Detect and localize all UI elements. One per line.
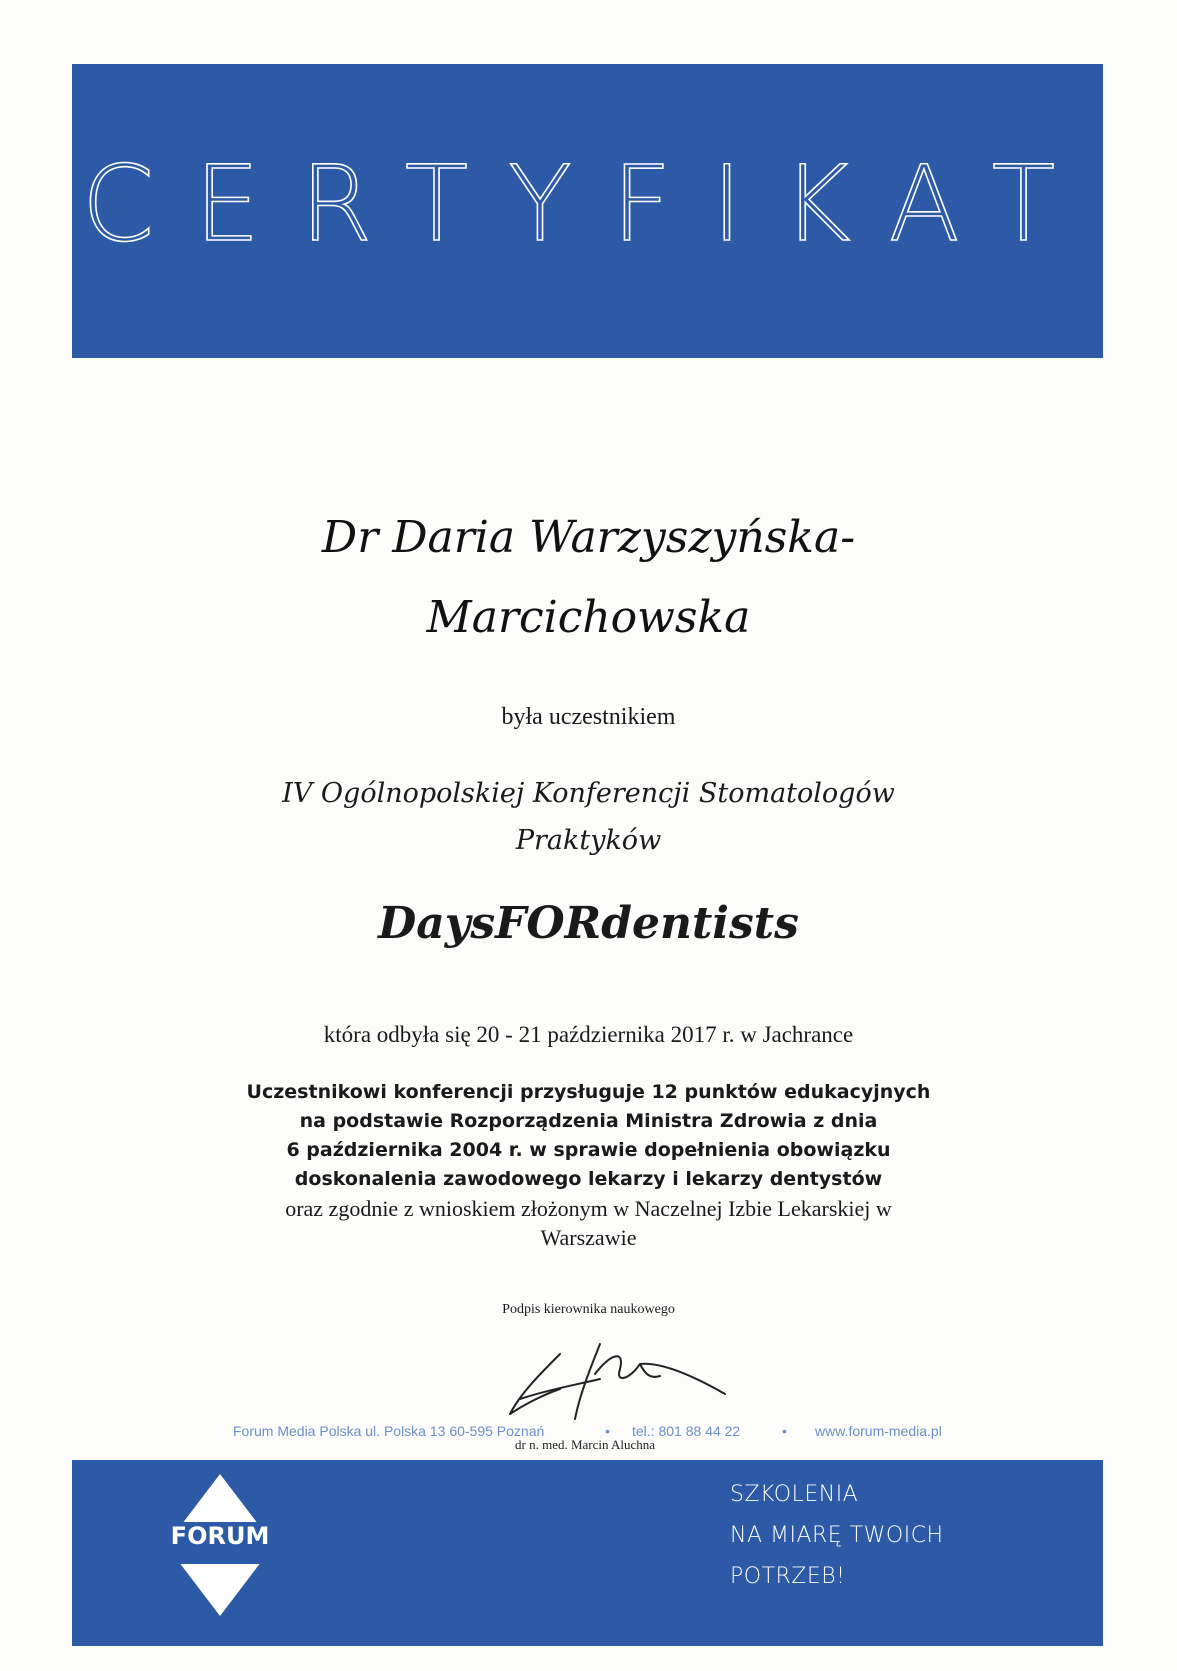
conference-title [0, 770, 1177, 864]
points-line: Uczestnikowi konferencji przysługuje 12 punktów edukacyjnych [246, 1081, 931, 1103]
forum-logo-text: FORUM [170, 1522, 270, 1550]
conference-title-line1: IV Ogólnopolskiej Konferencji Stomatologów [282, 778, 895, 809]
slogan-line: NA MIARĘ TWOICH [730, 1523, 944, 1548]
conference-title-line2: Praktyków [515, 825, 662, 856]
points-line: na podstawie Rozporządzenia Ministra Zdrowia z dnia [299, 1110, 878, 1132]
slogan-line: SZKOLENIA [730, 1482, 859, 1507]
slogan-line: POTRZEB! [730, 1564, 846, 1589]
footer-address: Forum Media Polska ul. Polska 13 60-595 Poznań [233, 1423, 545, 1439]
handwritten-signature [500, 1334, 730, 1424]
points-line: doskonalenia zawodowego lekarzy i lekarzy dentystów [294, 1168, 883, 1190]
intro-text: była uczestnikiem [501, 704, 676, 730]
signer-name: dr n. med. Marcin Aluchna [515, 1437, 656, 1452]
recipient-name [0, 498, 1177, 658]
slogan [730, 1474, 944, 1597]
agreement-line: oraz zgodnie z wnioskiem złożonym w Naczelnej Izbie Lekarskiej w [285, 1196, 892, 1221]
agreement-line: Warszawie [540, 1225, 637, 1250]
points-line: 6 października 2004 r. w sprawie dopełnienia obowiązku [286, 1139, 891, 1161]
event-date: która odbyła się 20 - 21 października 2017 r. w Jachrance [323, 1022, 854, 1047]
footer-bullet: • [782, 1423, 787, 1439]
footer-website[interactable]: www.forum-media.pl [815, 1423, 942, 1439]
certificate-title: CERTYFIKAT [81, 143, 1096, 265]
recipient-name-line1: Dr Daria Warzyszyńska- [321, 512, 856, 563]
event-name: DaysFORdentists [378, 898, 799, 949]
signature-label: Podpis kierownika naukowego [502, 1302, 675, 1317]
points-statement [0, 1078, 1177, 1252]
footer-phone: tel.: 801 88 44 22 [632, 1423, 741, 1439]
footer-bullet: • [605, 1423, 610, 1439]
recipient-name-line2: Marcichowska [426, 592, 751, 643]
